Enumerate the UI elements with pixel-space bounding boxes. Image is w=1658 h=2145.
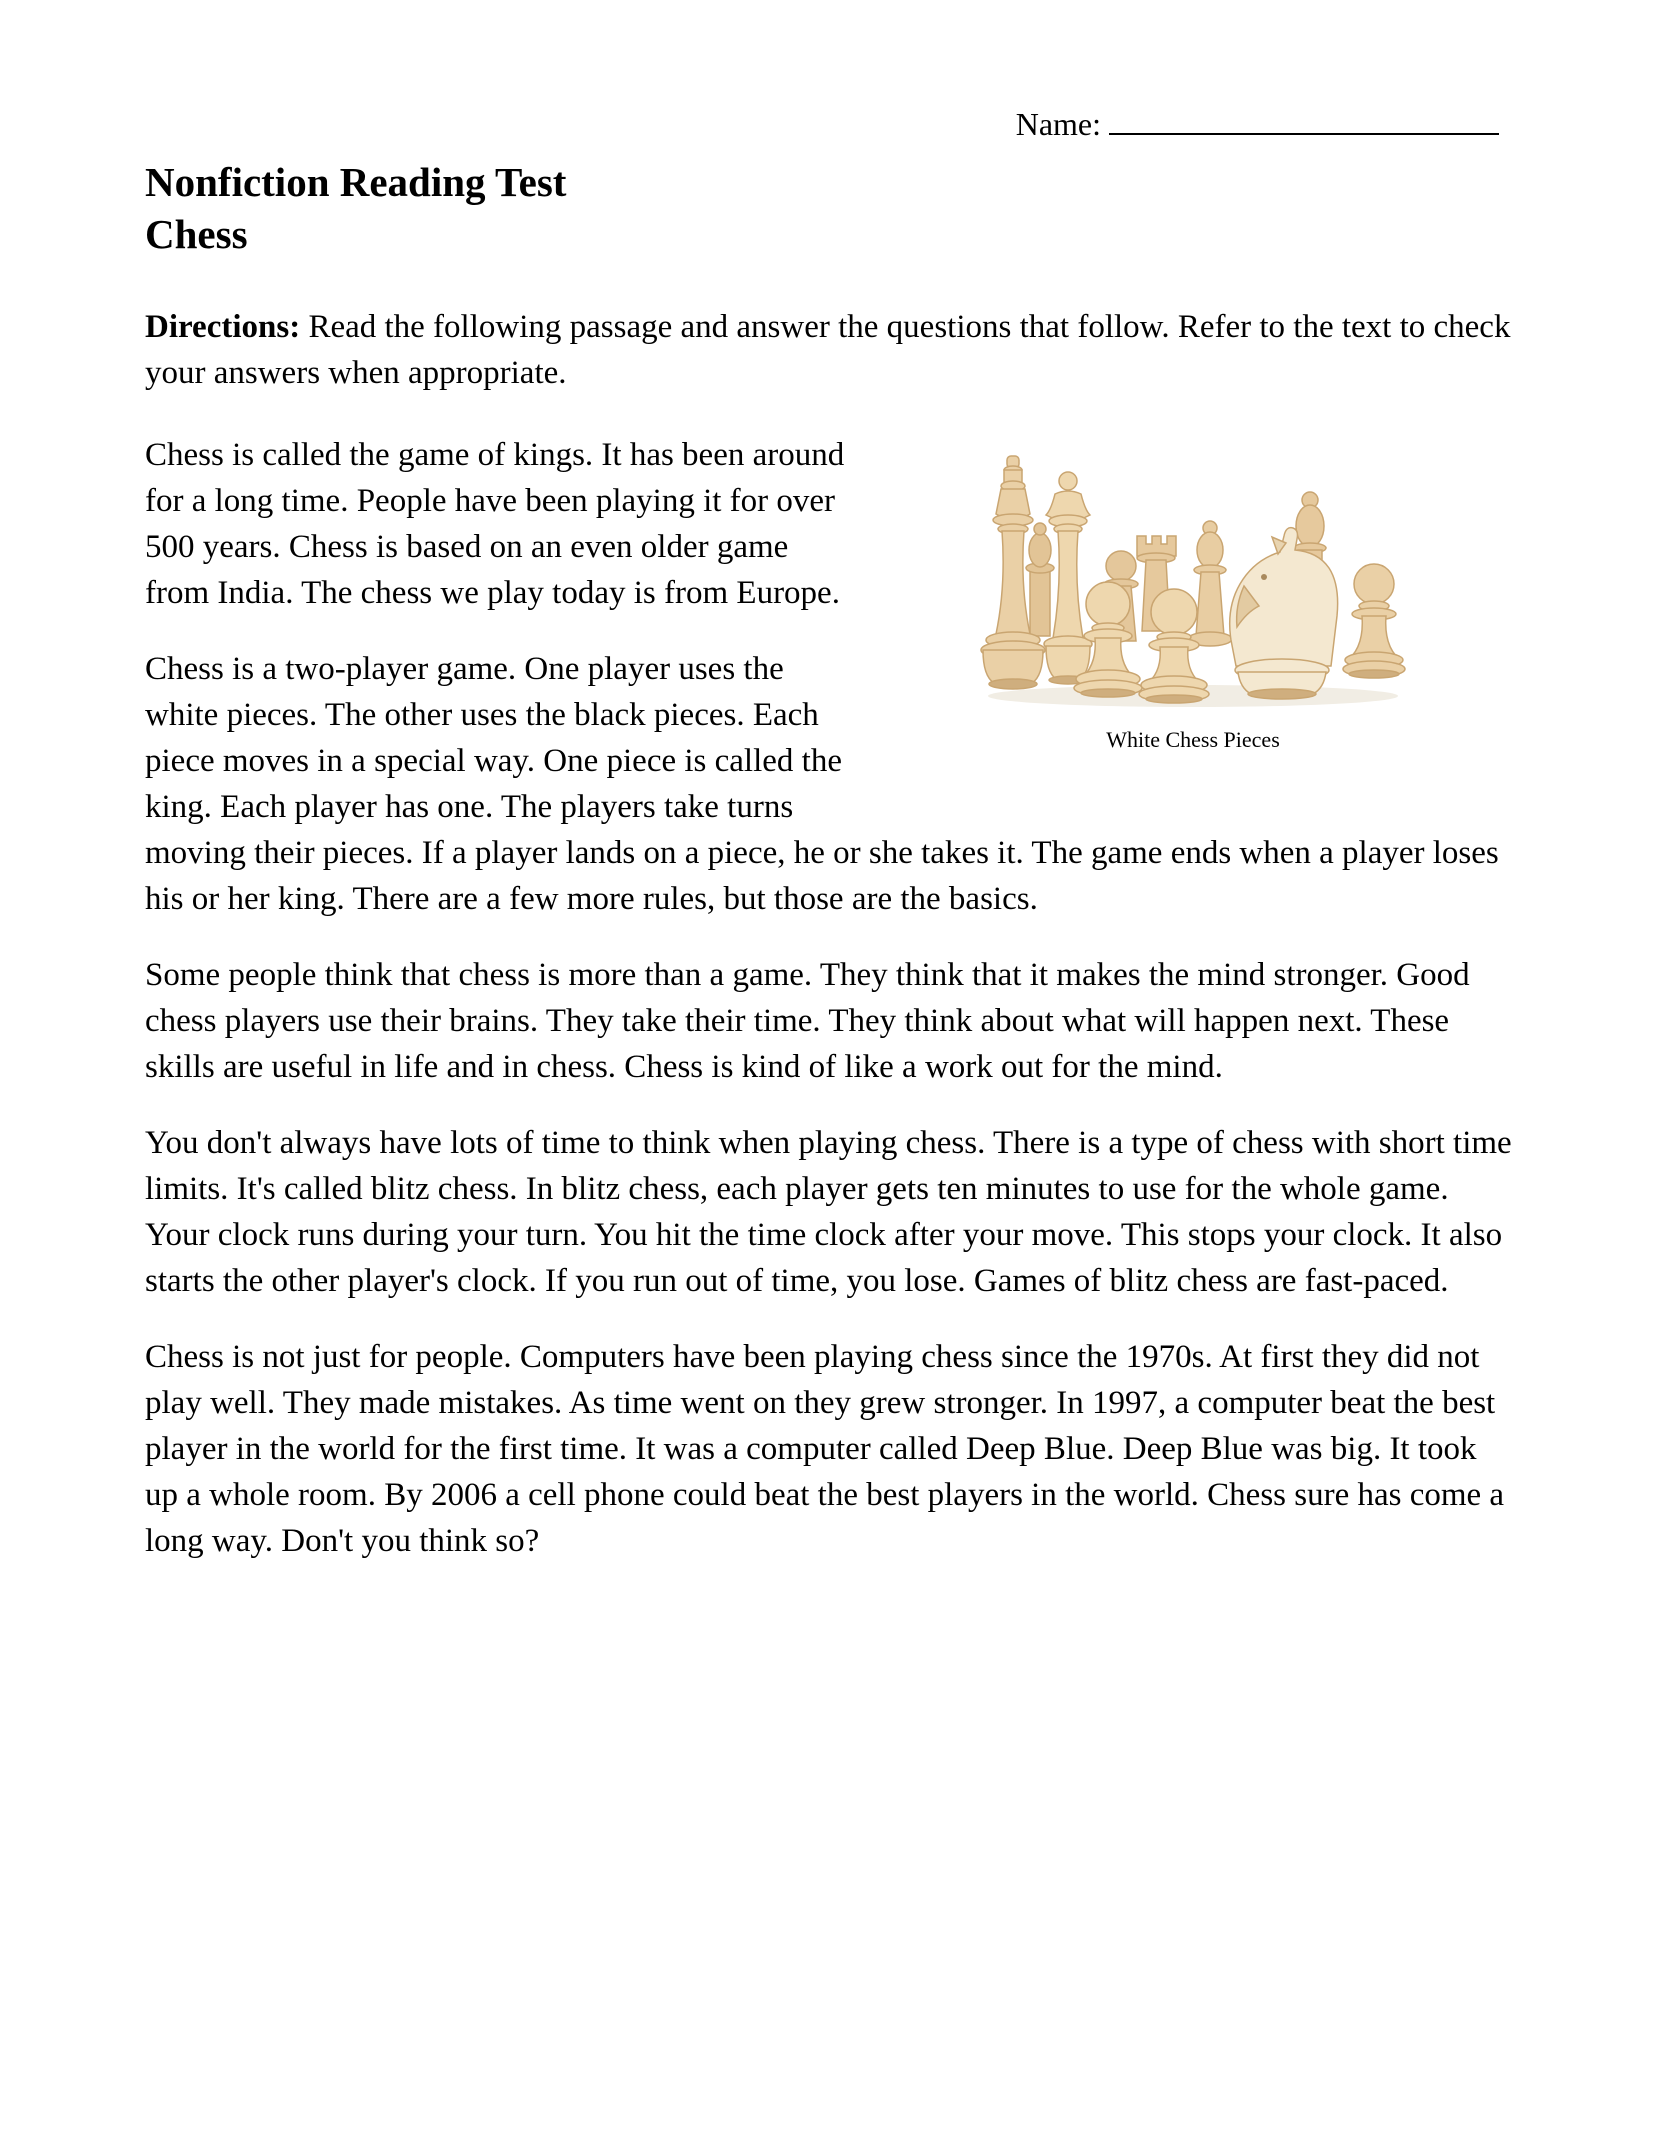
name-label: Name: xyxy=(1015,106,1101,142)
pawn-piece xyxy=(1343,564,1405,678)
page-title: Nonfiction Reading Test xyxy=(145,159,567,205)
passage-paragraph: Chess is called the game of kings. It has been around for a long time. People have been playing it for over 500 years. Chess is based on an even older game from India. The chess we play today is from Europe. xyxy=(145,437,845,611)
directions-label: Directions: xyxy=(145,309,301,345)
chess-pieces-figure xyxy=(873,436,1513,754)
passage-paragraph: Chess is a two-player game. One player uses the white pieces. The other uses the black pieces. Each piece moves in a special way. One piece is called the king. Each player has one. The players take turns moving their pieces. If a player lands on a piece, he or she takes it. The game ends when a player loses his or her king. There are a few more rules, but those are the basics. xyxy=(145,651,1499,917)
directions-text: Read the following passage and answer the questions that follow. Refer to the text to check your answers when appropriate. xyxy=(145,309,1511,391)
page-subtitle: Chess xyxy=(145,211,248,257)
passage xyxy=(145,432,1513,1564)
title-block xyxy=(145,156,1513,260)
passage-paragraph: Some people think that chess is more than a game. They think that it makes the mind stronger. Good chess players use their brains. They take their time. They think about what will happen next. These skills are useful in life and in chess. Chess is kind of like a work out for the mind. xyxy=(145,957,1470,1085)
directions xyxy=(145,304,1513,396)
name-row xyxy=(145,104,1513,144)
bishop-piece xyxy=(1026,523,1054,636)
passage-paragraph: You don't always have lots of time to think when playing chess. There is a type of chess with short time limits. It's called blitz chess. In blitz chess, each player gets ten minutes to use for the whole game. Your clock runs during your turn. You hit the time clock after your move. This stops your clock. It also starts the other player's clock. If you run out of time, you lose. Games of blitz chess are fast-paced. xyxy=(145,1125,1512,1299)
passage-paragraph: Chess is not just for people. Computers have been playing chess since the 1970s. At first they did not play well. They made mistakes. As time went on they grew stronger. In 1997, a computer beat the best player in the world for the first time. It was a computer called Deep Blue. Deep Blue was big. It took up a whole room. By 2006 a cell phone could beat the best players in the world. Chess sure has come a long way. Don't you think so? xyxy=(145,1339,1505,1559)
queen-piece xyxy=(1044,472,1092,684)
chess-pieces-illustration xyxy=(958,436,1428,716)
page-content xyxy=(145,104,1513,1594)
figure-caption: White Chess Pieces xyxy=(1106,727,1280,752)
bishop-piece xyxy=(1188,521,1232,646)
name-blank-line xyxy=(1109,105,1499,135)
